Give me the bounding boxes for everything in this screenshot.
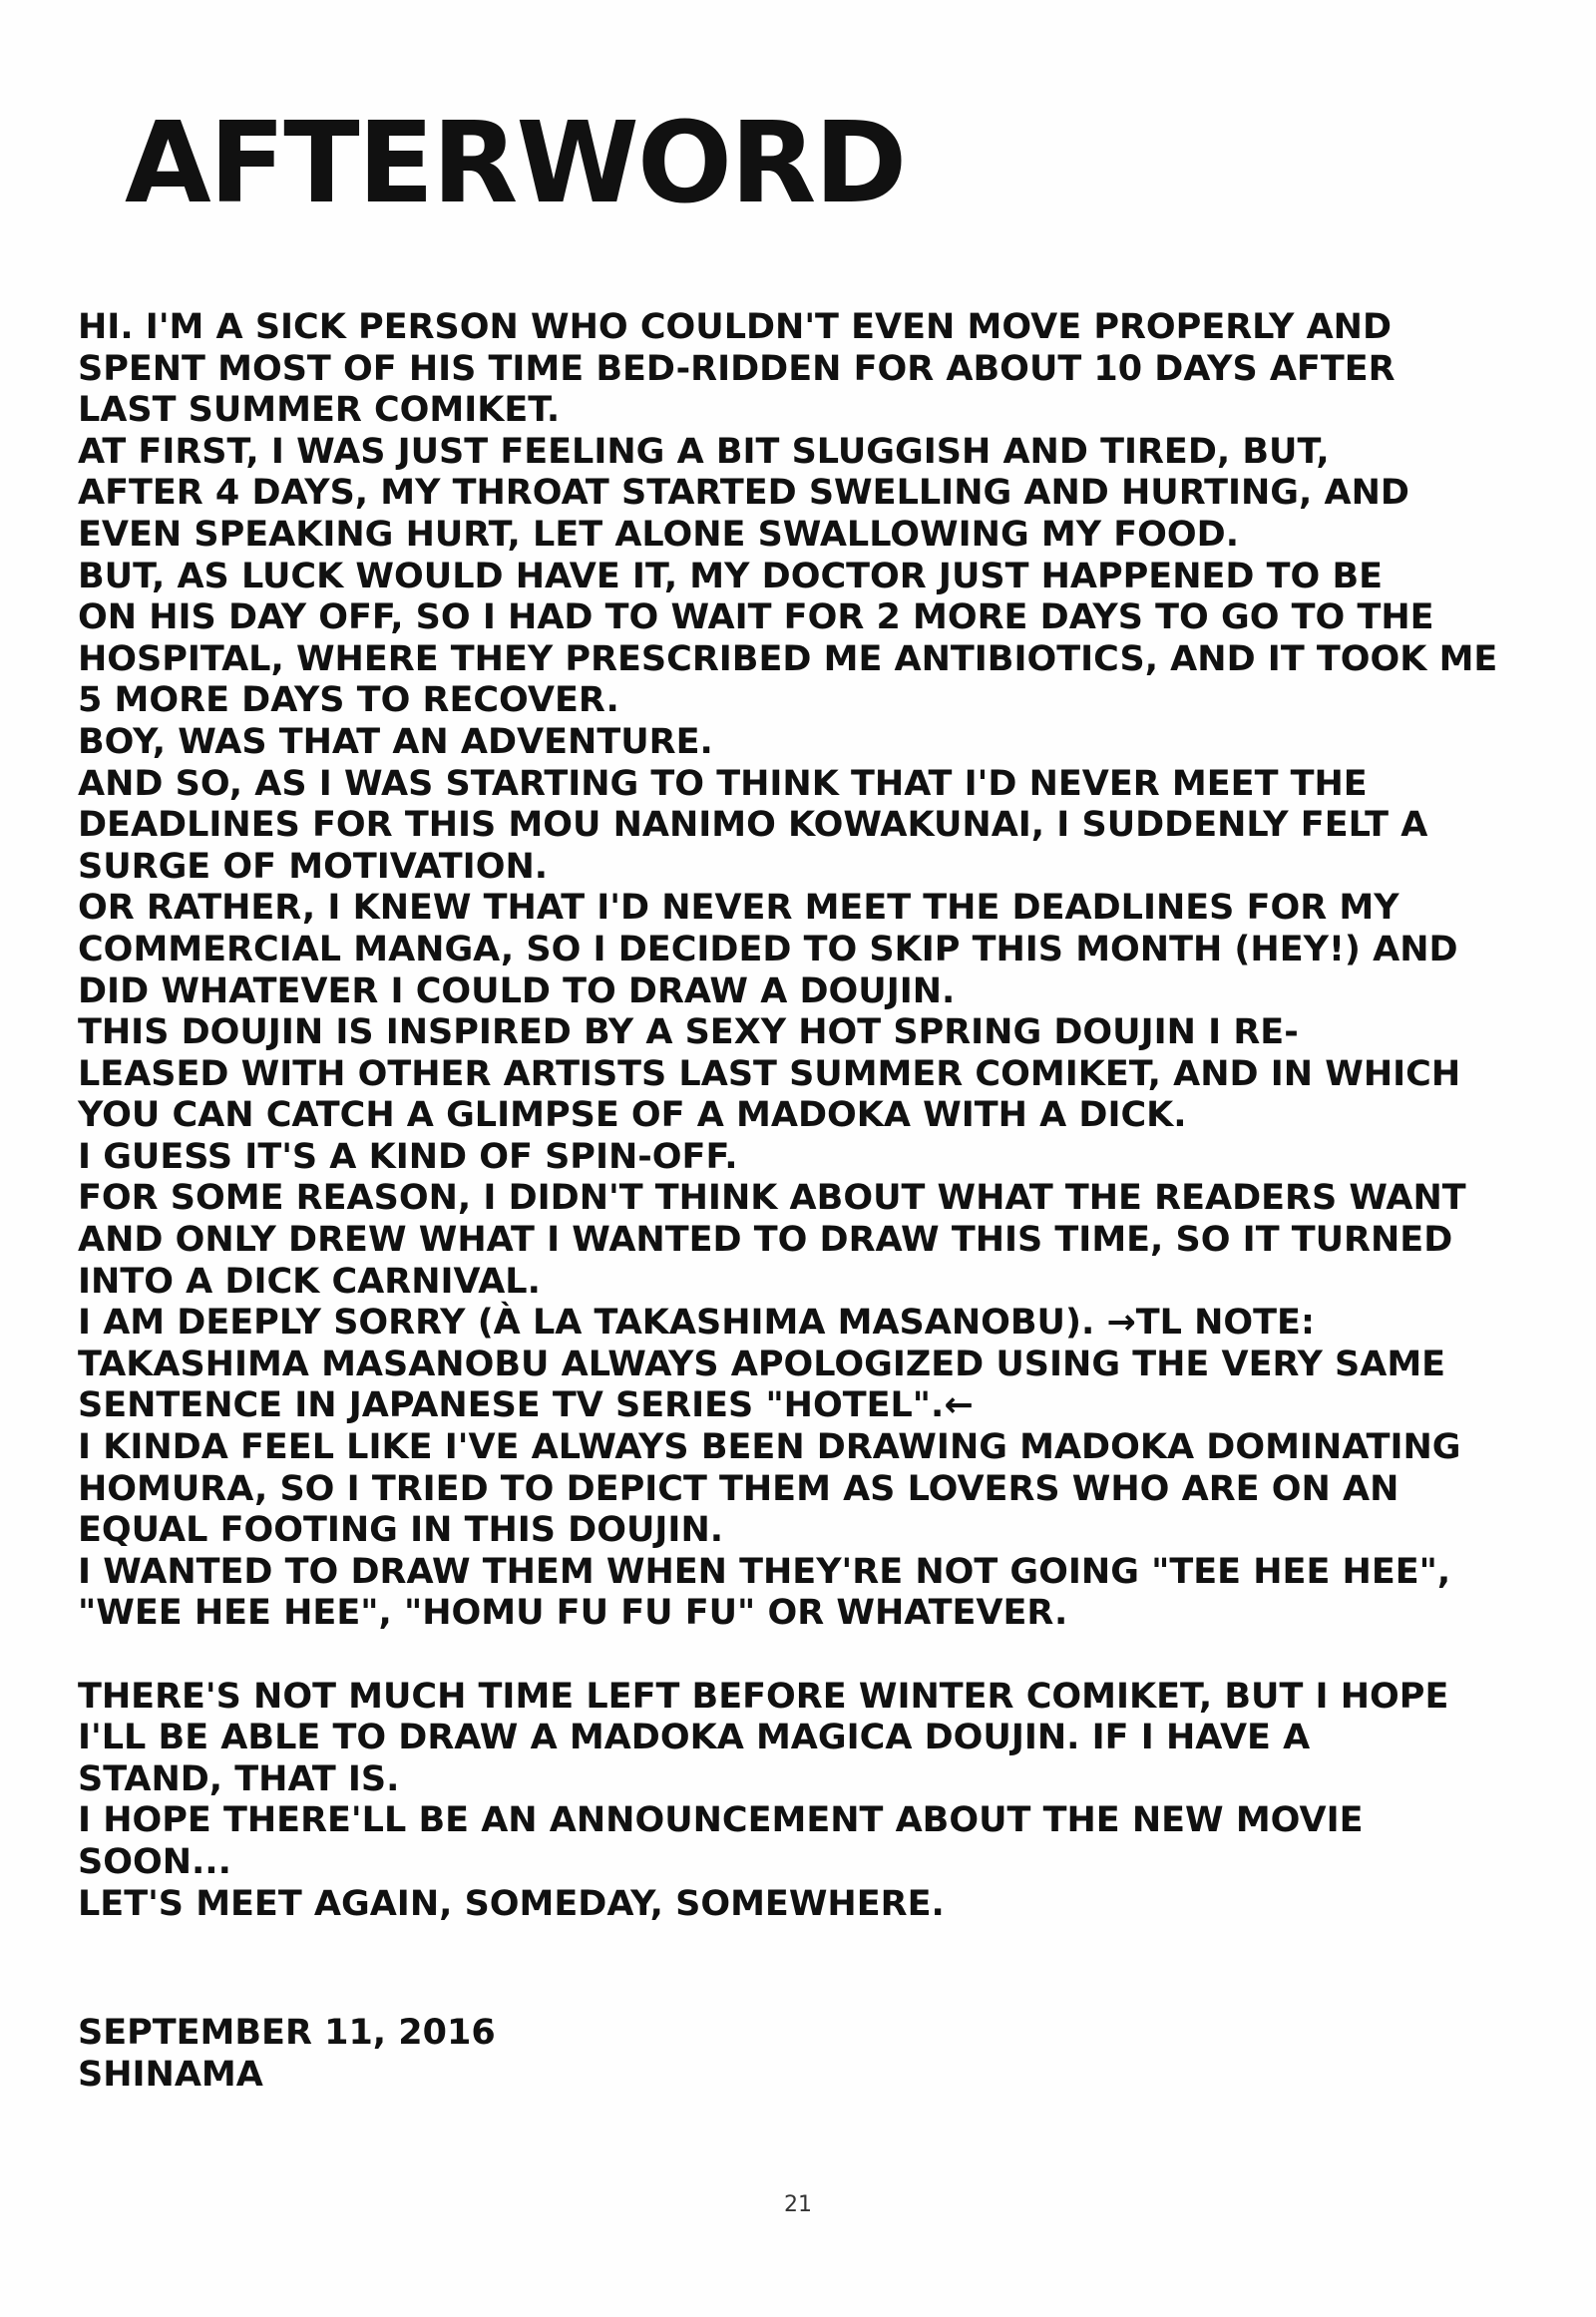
text-line: EVEN SPEAKING HURT, LET ALONE SWALLOWING MY FOOD. — [78, 514, 1239, 555]
text-line: OR RATHER, I KNEW THAT I'D NEVER MEET THE DEADLINES FOR MY — [78, 888, 1399, 929]
text-line: FOR SOME REASON, I DIDN'T THINK ABOUT WHAT THE READERS WANT — [78, 1178, 1466, 1219]
text-line: LEASED WITH OTHER ARTISTS LAST SUMMER COMIKET, AND IN WHICH — [78, 1053, 1461, 1094]
text-line: I WANTED TO DRAW THEM WHEN THEY'RE NOT GOING "TEE HEE HEE", — [78, 1551, 1451, 1592]
paragraph-2 — [78, 1677, 1554, 1926]
text-line: COMMERCIAL MANGA, SO I DECIDED TO SKIP THIS MONTH (HEY!) AND — [78, 929, 1458, 969]
text-line: I'LL BE ABLE TO DRAW A MADOKA MAGICA DOUJIN. IF I HAVE A — [78, 1718, 1311, 1758]
paragraph-1 — [78, 307, 1554, 1635]
text-line: LAST SUMMER COMIKET. — [78, 390, 561, 431]
text-line: 5 MORE DAYS TO RECOVER. — [78, 680, 619, 721]
paragraph-gap — [78, 1635, 1554, 1677]
afterword-body — [78, 307, 1554, 1925]
text-line: SENTENCE IN JAPANESE TV SERIES "HOTEL".← — [78, 1385, 974, 1426]
page-number: 21 — [784, 2192, 812, 2217]
text-line: AT FIRST, I WAS JUST FEELING A BIT SLUGGISH AND TIRED, BUT, — [78, 431, 1330, 472]
text-line: HOMURA, SO I TRIED TO DEPICT THEM AS LOVERS WHO ARE ON AN — [78, 1468, 1399, 1509]
signature-block — [78, 2013, 496, 2096]
text-line: HI. I'M A SICK PERSON WHO COULDN'T EVEN MOVE PROPERLY AND — [78, 307, 1392, 347]
text-line: THIS DOUJIN IS INSPIRED BY A SEXY HOT SPRING DOUJIN I RE- — [78, 1012, 1299, 1053]
text-line: I AM DEEPLY SORRY (À LA TAKASHIMA MASANOBU). →TL NOTE: — [78, 1303, 1315, 1344]
text-line: I HOPE THERE'LL BE AN ANNOUNCEMENT ABOUT THE NEW MOVIE — [78, 1800, 1364, 1841]
text-line: SPENT MOST OF HIS TIME BED-RIDDEN FOR ABOUT 10 DAYS AFTER — [78, 348, 1396, 389]
text-line: BOY, WAS THAT AN ADVENTURE. — [78, 721, 713, 762]
text-line: AND ONLY DREW WHAT I WANTED TO DRAW THIS TIME, SO IT TURNED — [78, 1220, 1453, 1261]
text-line: LET'S MEET AGAIN, SOMEDAY, SOMEWHERE. — [78, 1883, 945, 1924]
text-line: ON HIS DAY OFF, SO I HAD TO WAIT FOR 2 MORE DAYS TO GO TO THE — [78, 597, 1434, 638]
signature-date: SEPTEMBER 11, 2016 — [78, 2013, 496, 2053]
text-line: STAND, THAT IS. — [78, 1758, 400, 1799]
text-line: AFTER 4 DAYS, MY THROAT STARTED SWELLING AND HURTING, AND — [78, 473, 1409, 514]
text-line: TAKASHIMA MASANOBU ALWAYS APOLOGIZED USING THE VERY SAME — [78, 1344, 1446, 1384]
signature-author: SHINAMA — [78, 2054, 263, 2095]
text-line: DID WHATEVER I COULD TO DRAW A DOUJIN. — [78, 970, 956, 1011]
text-line: SURGE OF MOTIVATION. — [78, 846, 549, 887]
text-line: HOSPITAL, WHERE THEY PRESCRIBED ME ANTIBIOTICS, AND IT TOOK ME — [78, 638, 1498, 679]
text-line: EQUAL FOOTING IN THIS DOUJIN. — [78, 1510, 724, 1551]
text-line: INTO A DICK CARNIVAL. — [78, 1261, 541, 1302]
text-line: AND SO, AS I WAS STARTING TO THINK THAT I'D NEVER MEET THE — [78, 763, 1368, 804]
text-line: "WEE HEE HEE", "HOMU FU FU FU" OR WHATEVER. — [78, 1593, 1068, 1634]
text-line: I KINDA FEEL LIKE I'VE ALWAYS BEEN DRAWING MADOKA DOMINATING — [78, 1427, 1461, 1468]
text-line: THERE'S NOT MUCH TIME LEFT BEFORE WINTER COMIKET, BUT I HOPE — [78, 1676, 1449, 1717]
text-line: I GUESS IT'S A KIND OF SPIN-OFF. — [78, 1136, 738, 1177]
text-line: YOU CAN CATCH A GLIMPSE OF A MADOKA WITH A DICK. — [78, 1095, 1187, 1136]
text-line: SOON... — [78, 1841, 231, 1882]
text-line: BUT, AS LUCK WOULD HAVE IT, MY DOCTOR JUST HAPPENED TO BE — [78, 556, 1384, 596]
text-line: DEADLINES FOR THIS MOU NANIMO KOWAKUNAI, I SUDDENLY FELT A — [78, 805, 1428, 846]
page-title: AFTERWORD — [125, 99, 906, 228]
